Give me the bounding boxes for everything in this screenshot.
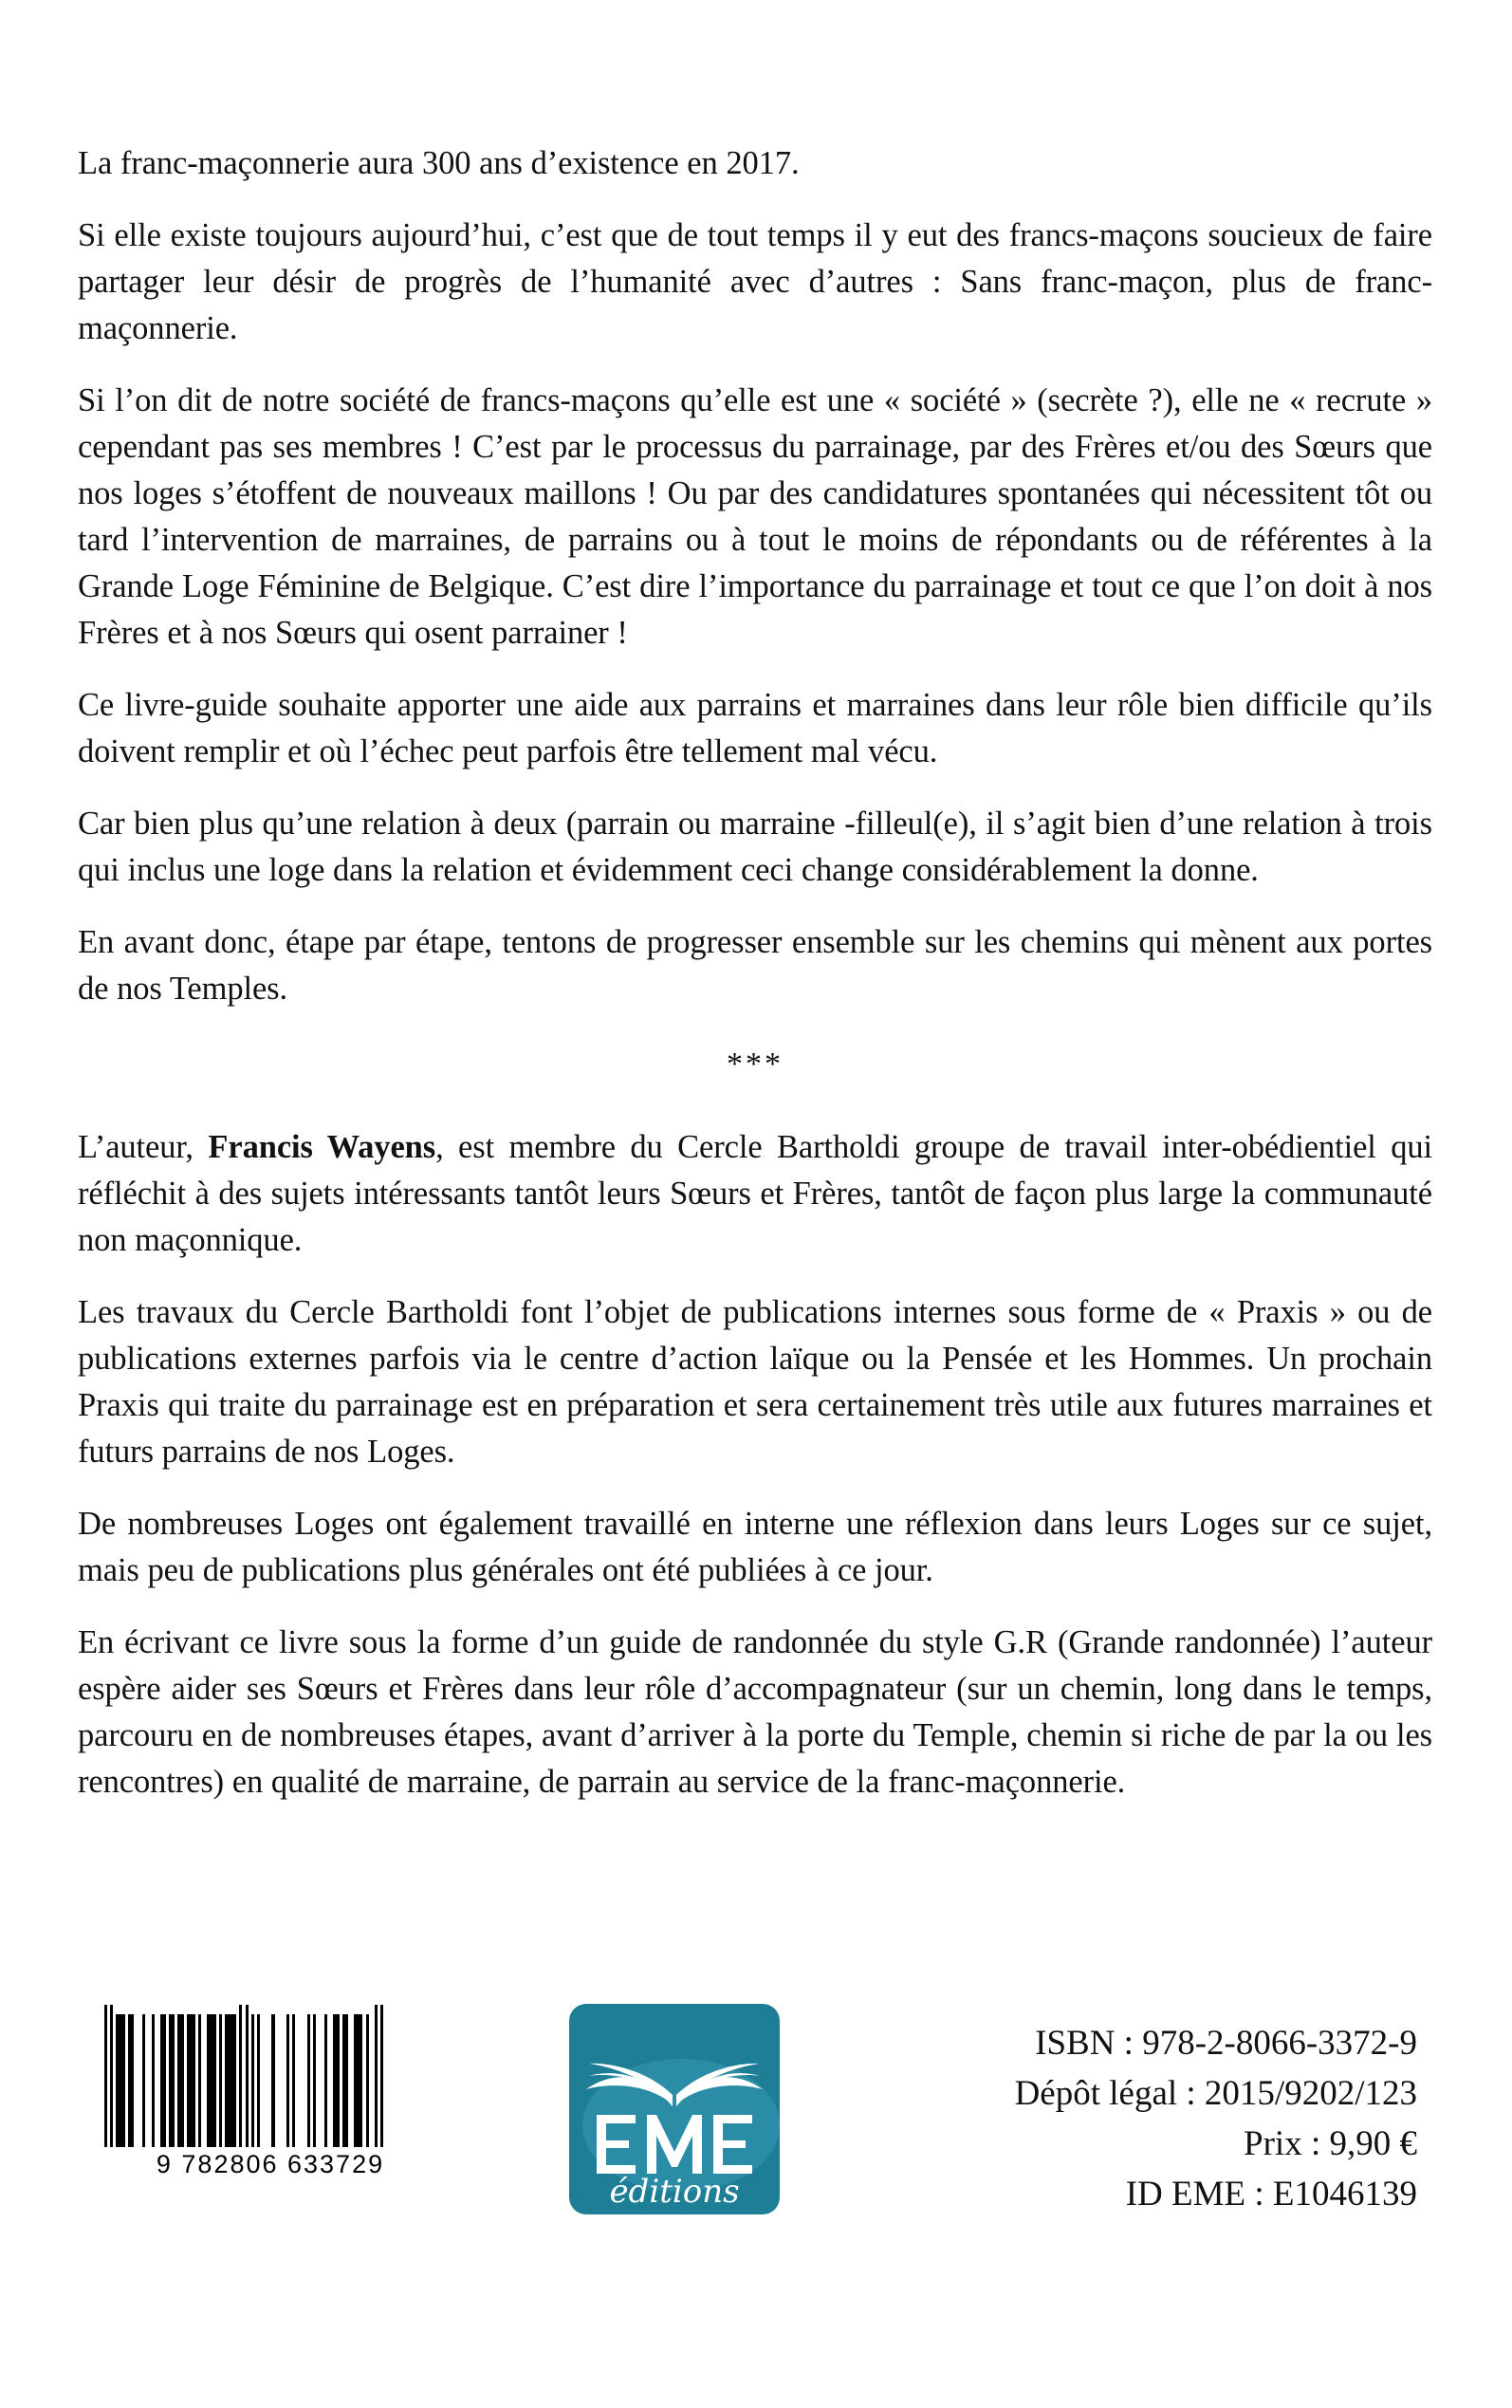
paragraph-travaux: Les travaux du Cercle Bartholdi font l’objet de publications internes sous forme de « Praxis » ou de publications externes parfois via le centre d’action laïque ou la Pensée et les Hommes. Un prochain Praxis qui traite du parrainage est en préparation et sera certainement très utile aux futures marraines et futurs parrains de nos Loges.: [78, 1294, 1432, 1470]
barcode-bar: [295, 2014, 306, 2147]
barcode-bar: [134, 2014, 142, 2147]
paragraph-en-avant: En avant donc, étape par étape, tentons de progresser ensemble sur les chemins qui mènent aux portes de nos Temples.: [78, 924, 1432, 1007]
paragraph-existence: Si elle existe toujours aujourd’hui, c’est que de tout temps il y eut des francs-maçons soucieux de faire partager leur désir de progrès de l’humanité avec d’autres : Sans franc-maçon, plus de franc-maçonnerie.: [78, 217, 1432, 346]
isbn-line: ISBN : 978-2-8066-3372-9: [1035, 2024, 1417, 2063]
eme-logo-svg: [569, 2004, 780, 2214]
blurb-text-column: [78, 140, 1432, 1806]
author-intro-text: L’auteur,: [78, 1129, 209, 1165]
paragraph-livre-guide: Ce livre-guide souhaite apporter une aide aux parrains et marraines dans leur rôle bien difficile qu’ils doivent remplir et où l’échec peut parfois être tellement mal vécu.: [78, 687, 1432, 769]
barcode-bar: [260, 2014, 271, 2147]
barcode-bar: [275, 2014, 286, 2147]
barcode-bars: [104, 2005, 436, 2147]
publisher-logo: [569, 2004, 780, 2214]
author-name: Francis Wayens: [208, 1129, 436, 1165]
paragraph-intro: La franc-maçonnerie aura 300 ans d’existence en 2017.: [78, 145, 800, 181]
paragraph-loges: De nombreuses Loges ont également travaillé en interne une réflexion dans leurs Loges sur ce sujet, mais peu de publications plus générales ont été publiées à ce jour.: [78, 1506, 1432, 1588]
author-rest-text: , est membre du Cercle Bartholdi groupe de travail inter-obédientiel qui réfléchit à des sujets intéressants tantôt leurs Sœurs et Frères, tantôt de façon plus large la communauté non maçonnique.: [78, 1129, 1432, 1258]
price-line: Prix : 9,90 €: [1244, 2124, 1417, 2163]
cover-footer: [0, 1983, 1512, 2268]
barcode-bar: [207, 2014, 215, 2147]
barcode-bar: [187, 2014, 195, 2147]
paragraph-guide-gr: En écrivant ce livre sous la forme d’un guide de randonnée du style G.R (Grande randonnée) l’auteur espère aider ses Sœurs et Frères dans leur rôle d’accompagnateur (sur un chemin, long dans le temps, parcouru en de nombreuses étapes, avant d’arriver à la porte du Temple, chemin si riche de par la ou les rencontres) en qualité de marraine, de parrain au service de la franc-maçonnerie.: [78, 1624, 1432, 1800]
imprint-block: [1015, 2018, 1417, 2219]
barcode-bar: [316, 2014, 324, 2147]
paragraph-author: [78, 1124, 1432, 1264]
barcode-bar: [116, 2014, 124, 2147]
logo-tagline: éditions: [609, 2173, 740, 2211]
paragraph-societe: Si l’on dit de notre société de francs-maçons qu’elle est une « société » (secrète ?), elle ne « recrute » cependant pas ses membres ! C’est par le processus du parrainage, par des Frères et/ou des Sœurs que nos loges s’étoffent de nouveaux maillons ! Ou par des candidatures spontanées qui nécessitent tôt ou tard l’intervention de marraines, de parrains ou à tout le moins de répondants ou de référentes à la Grande Loge Féminine de Belgique. C’est dire l’importance du parrainage et tout ce que l’on doit à nos Frères et à nos Sœurs qui osent parrainer !: [78, 382, 1432, 651]
barcode-bars-box: [104, 2005, 436, 2147]
barcode: [104, 2005, 436, 2179]
depot-legal-line: Dépôt légal : 2015/9202/123: [1014, 2074, 1417, 2113]
barcode-number: 9 782806 633729: [156, 2150, 385, 2178]
barcode-bar: [380, 2005, 383, 2147]
id-eme-line: ID EME : E1046139: [1125, 2175, 1417, 2214]
paragraph-relation: Car bien plus qu’une relation à deux (parrain ou marraine -filleul(e), il s’agit bien d’une relation à trois qui inclus une loge dans la relation et évidemment ceci change considérablement la donne.: [78, 806, 1432, 888]
barcode-bar: [225, 2014, 236, 2147]
section-separator: ***: [727, 1047, 784, 1082]
barcode-bar: [354, 2014, 362, 2147]
